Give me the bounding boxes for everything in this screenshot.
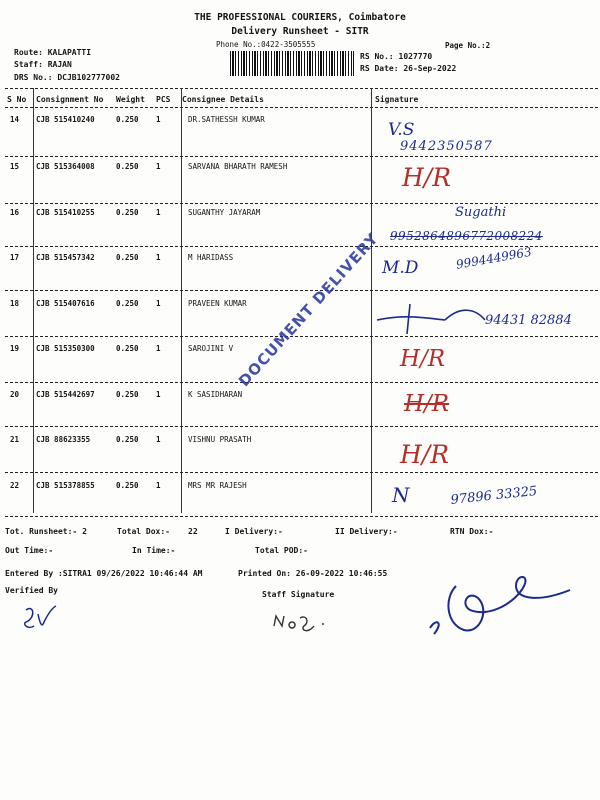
row-sno: 17 — [10, 253, 20, 262]
document-delivery-stamp: DOCUMENT DELIVERY — [235, 229, 383, 391]
row-sno: 19 — [10, 344, 20, 353]
verified-by-signature — [20, 600, 60, 636]
row-sno: 14 — [10, 115, 20, 124]
phone-number: Phone No.:0422-3505555 — [216, 40, 316, 49]
row-weight: 0.250 — [116, 208, 139, 217]
row-sno: 21 — [10, 435, 20, 444]
col-consignment: Consignment No — [36, 95, 104, 104]
phone-note-r18: 94431 82884 — [485, 313, 572, 328]
printed-on: Printed On: 26-09-2022 10:46:55 — [238, 569, 388, 578]
rs-date: RS Date: 26-Sep-2022 — [360, 64, 457, 73]
row-consignment: CJB 515442697 — [36, 390, 95, 399]
phone-note-r17: 9994449963 — [455, 244, 533, 272]
out-time: Out Time:- — [5, 546, 54, 555]
total-dox-value: 22 — [188, 527, 198, 536]
row-consignee: K SASIDHARAN — [188, 390, 243, 399]
row-pcs: 1 — [156, 344, 161, 353]
row-consignment: CJB 515457342 — [36, 253, 95, 262]
row-consignee: SUGANTHY JAYARAM — [188, 208, 261, 217]
in-time: In Time:- — [132, 546, 176, 555]
col-signature: Signature — [375, 95, 419, 104]
row-consignment: CJB 515350300 — [36, 344, 95, 353]
table-header-rule — [5, 107, 598, 108]
row-consignment: CJB 515410240 — [36, 115, 95, 124]
staff-signature-blue — [420, 556, 580, 646]
company-title: THE PROFESSIONAL COURIERS, Coimbatore — [194, 12, 406, 23]
row-divider — [5, 246, 598, 247]
signature-r22: N — [392, 483, 410, 507]
row-sno: 22 — [10, 481, 20, 490]
row-pcs: 1 — [156, 162, 161, 171]
row-consignee: SAROJINI V — [188, 344, 234, 353]
hr-note-r20: H/R — [404, 391, 450, 417]
route: Route: KALAPATTI — [14, 48, 92, 57]
staff-signature-mark — [270, 608, 350, 636]
row-consignment: CJB 515410255 — [36, 208, 95, 217]
row-sno: 15 — [10, 162, 20, 171]
i-delivery: I Delivery:- — [225, 527, 283, 536]
total-dox-label: Total Dox:- — [117, 527, 170, 536]
row-divider — [5, 472, 598, 473]
row-weight: 0.250 — [116, 253, 139, 262]
signature-r17: M.D — [382, 258, 419, 278]
col-weight: Weight — [116, 95, 145, 104]
row-consignee: VISHNU PRASATH — [188, 435, 252, 444]
row-weight: 0.250 — [116, 299, 139, 308]
row-consignee: SARVANA BHARATH RAMESH — [188, 162, 288, 171]
tot-runsheet: Tot. Runsheet:- 2 — [5, 527, 87, 536]
row-pcs: 1 — [156, 208, 161, 217]
col-divider — [33, 88, 34, 513]
hr-note-r21: H/R — [400, 440, 450, 469]
row-consignee: PRAVEEN KUMAR — [188, 299, 247, 308]
total-pod: Total POD:- — [255, 546, 308, 555]
row-sno: 16 — [10, 208, 20, 217]
ii-delivery: II Delivery:- — [335, 527, 398, 536]
runsheet-title: Delivery Runsheet - SITR — [231, 26, 369, 37]
row-divider — [5, 156, 598, 157]
col-divider — [371, 88, 372, 513]
table-top-rule — [5, 88, 598, 89]
row-weight: 0.250 — [116, 115, 139, 124]
row-pcs: 1 — [156, 481, 161, 490]
row-pcs: 1 — [156, 299, 161, 308]
table-bottom-rule — [5, 516, 598, 517]
staff-signature-label: Staff Signature — [262, 590, 335, 599]
col-consignee: Consignee Details — [182, 95, 264, 104]
row-weight: 0.250 — [116, 344, 139, 353]
row-pcs: 1 — [156, 390, 161, 399]
row-sno: 18 — [10, 299, 20, 308]
signature-r16: Sugathi — [455, 205, 507, 220]
col-pcs: PCS — [156, 95, 171, 104]
phone-note-r16: 9952864896772008224 — [390, 229, 543, 243]
phone-note-r22: 97896 33325 — [450, 483, 538, 508]
staff: Staff: RAJAN — [14, 60, 72, 69]
row-consignee: M HARIDASS — [188, 253, 234, 262]
entered-by: Entered By :SITRA1 09/26/2022 10:46:44 AM — [5, 569, 203, 578]
row-divider — [5, 426, 598, 427]
verified-by-label: Verified By — [5, 586, 58, 595]
rtn-dox: RTN Dox:- — [450, 527, 494, 536]
row-weight: 0.250 — [116, 390, 139, 399]
phone-note-r14: 9442350587 — [400, 139, 493, 154]
hr-note-r15: H/R — [402, 163, 452, 192]
hr-note-r19: H/R — [400, 346, 446, 372]
row-weight: 0.250 — [116, 162, 139, 171]
barcode — [230, 51, 354, 76]
col-sno: S No — [7, 95, 27, 104]
row-consignee: MRS MR RAJESH — [188, 481, 247, 490]
row-pcs: 1 — [156, 115, 161, 124]
row-weight: 0.250 — [116, 481, 139, 490]
drs-number: DRS No.: DCJB102777002 — [14, 73, 120, 82]
col-divider — [181, 88, 182, 513]
row-consignment: CJB 515364008 — [36, 162, 95, 171]
row-consignment: CJB 515407616 — [36, 299, 95, 308]
row-pcs: 1 — [156, 435, 161, 444]
row-consignment: CJB 515378855 — [36, 481, 95, 490]
row-consignee: DR.SATHESSH KUMAR — [188, 115, 265, 124]
row-divider — [5, 290, 598, 291]
row-weight: 0.250 — [116, 435, 139, 444]
row-divider — [5, 203, 598, 204]
rs-number: RS No.: 1027770 — [360, 52, 433, 61]
row-sno: 20 — [10, 390, 20, 399]
row-divider — [5, 382, 598, 383]
row-pcs: 1 — [156, 253, 161, 262]
signature-r14: V.S — [388, 120, 415, 140]
page-number: Page No.:2 — [445, 41, 491, 50]
row-consignment: CJB 88623355 — [36, 435, 91, 444]
